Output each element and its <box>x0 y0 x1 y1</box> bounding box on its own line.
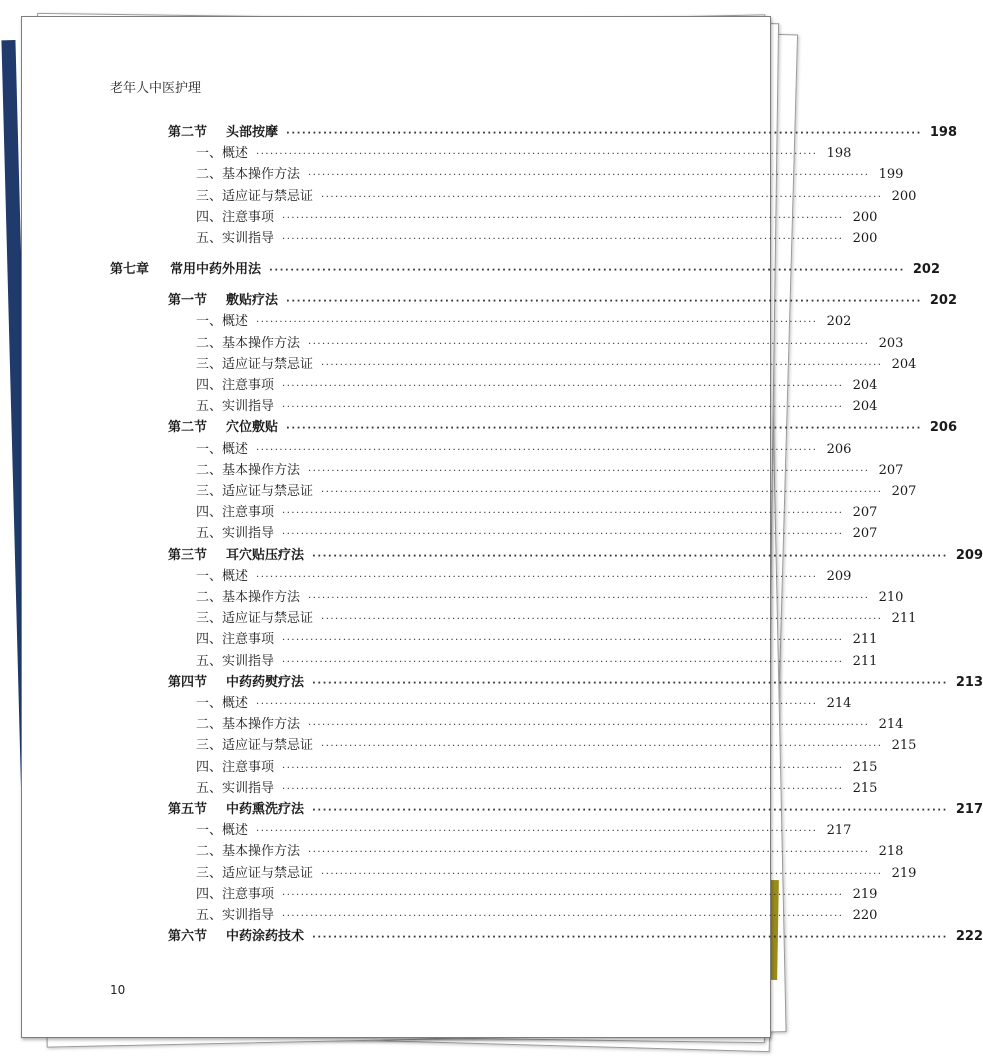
dot-leader: ························································································································ <box>269 265 905 277</box>
toc-entry-page: 206 <box>826 441 852 457</box>
toc-entry-page: 200 <box>852 231 878 246</box>
toc-entry <box>196 717 904 734</box>
dot-leader: ························································································································ <box>282 212 844 224</box>
toc-entry <box>196 759 878 777</box>
toc-entry-title: 二、基本操作方法 <box>196 717 301 733</box>
toc-entry <box>196 780 878 798</box>
toc-entry-page: 207 <box>891 484 917 499</box>
toc-entry <box>196 378 878 395</box>
toc-entry-title: 敷贴疗法 <box>226 293 279 309</box>
toc-entry-page: 207 <box>852 526 878 542</box>
dot-leader: ························································································································ <box>308 847 870 859</box>
toc-entry-title: 三、适应证与禁忌证 <box>196 188 314 204</box>
toc-entry-page: 215 <box>891 738 917 754</box>
dot-leader: ························································································································ <box>312 932 948 944</box>
dot-leader: ························································································································ <box>282 762 844 774</box>
toc-entry-page: 218 <box>878 844 904 860</box>
toc-entry-page: 211 <box>852 632 878 648</box>
toc-entry-title: 四、注意事项 <box>196 209 275 225</box>
dot-leader: ························································································································ <box>282 234 844 245</box>
toc-entry-title: 中药熏洗疗法 <box>226 802 305 817</box>
toc-entry-title: 二、基本操作方法 <box>196 167 301 183</box>
dot-leader: ························································································································ <box>256 571 818 583</box>
toc-entry <box>196 484 917 501</box>
toc-entry-page: 209 <box>955 547 983 563</box>
toc-entry <box>168 547 983 565</box>
dot-leader: ························································································································ <box>312 677 948 689</box>
toc-entry <box>196 526 878 543</box>
toc-entry <box>196 611 917 628</box>
toc-entry-page: 209 <box>826 568 852 584</box>
toc-entry-title: 五、实训指导 <box>196 526 275 542</box>
toc-entry-title: 一、概述 <box>196 146 249 162</box>
toc-entry-page: 217 <box>955 802 983 817</box>
dot-leader: ························································································································ <box>321 868 883 880</box>
toc-entry-title: 二、基本操作方法 <box>196 335 301 351</box>
dot-leader: ························································································································ <box>282 529 844 541</box>
toc-entry-page: 200 <box>852 209 878 225</box>
toc-entry-page: 199 <box>878 167 904 183</box>
toc-entry-title: 四、注意事项 <box>196 378 275 393</box>
page-number: 10 <box>110 983 126 997</box>
toc-entry <box>168 125 958 142</box>
toc-entry <box>168 293 958 310</box>
toc-entry <box>110 262 941 279</box>
dot-leader: ························································································································ <box>282 656 844 668</box>
toc-entry-page: 215 <box>852 780 878 796</box>
dot-leader: ························································································································ <box>308 593 870 604</box>
toc-entry-page: 219 <box>852 886 878 902</box>
toc-entry <box>196 146 852 163</box>
toc-entry <box>196 823 852 840</box>
dot-leader: ························································································································ <box>282 508 844 520</box>
dot-leader: ························································································································ <box>321 741 883 753</box>
toc-entry-number: 第一节 <box>168 293 208 309</box>
toc-entry <box>196 886 878 904</box>
toc-entry-title: 四、注意事项 <box>196 886 275 902</box>
toc-entry-title: 三、适应证与禁忌证 <box>196 484 314 499</box>
toc-entry-page: 204 <box>852 378 878 393</box>
toc-entry-title: 一、概述 <box>196 441 249 457</box>
toc-entry-title: 五、实训指导 <box>196 231 275 246</box>
toc-entry-page: 217 <box>826 823 852 839</box>
toc-entry <box>196 505 878 522</box>
dot-leader: ························································································································ <box>256 149 818 161</box>
dot-leader: ························································································································ <box>312 550 948 562</box>
toc-entry-page: 204 <box>891 356 917 372</box>
toc-entry-title: 四、注意事项 <box>196 505 275 521</box>
dot-leader: ························································································································ <box>256 444 818 456</box>
toc-entry-number: 第二节 <box>168 125 208 140</box>
dot-leader: ························································································································ <box>321 191 883 203</box>
toc-entry <box>196 356 917 374</box>
toc-entry-title: 穴位敷贴 <box>226 420 279 436</box>
toc-entry-number: 第二节 <box>168 420 208 436</box>
toc-entry-page: 222 <box>955 929 983 945</box>
document-page <box>21 16 983 1038</box>
toc-entry-page: 214 <box>878 717 904 733</box>
toc-entry-title: 三、适应证与禁忌证 <box>196 738 314 754</box>
toc-entry <box>196 314 852 331</box>
toc-entry-title: 头部按摩 <box>226 125 279 140</box>
dot-leader: ························································································································ <box>312 805 948 816</box>
toc-entry <box>196 738 917 755</box>
dot-leader: ························································································································ <box>256 826 818 838</box>
toc-entry-title: 二、基本操作方法 <box>196 590 301 605</box>
dot-leader: ························································································································ <box>308 170 870 182</box>
dot-leader: ························································································································ <box>256 699 818 710</box>
toc-entry-title: 中药药熨疗法 <box>226 674 305 690</box>
toc-entry-page: 202 <box>929 293 958 309</box>
toc-entry-number: 第四节 <box>168 674 208 690</box>
toc-entry-number: 第六节 <box>168 929 208 945</box>
toc-entry-page: 198 <box>826 146 852 162</box>
toc-entry-title: 五、实训指导 <box>196 399 275 415</box>
toc-entry-number: 第三节 <box>168 547 208 563</box>
toc-entry-page: 200 <box>891 188 917 204</box>
toc-entry-title: 五、实训指导 <box>196 780 275 796</box>
dot-leader: ························································································································ <box>321 614 883 626</box>
toc-entry <box>196 188 917 206</box>
dot-leader: ························································································································ <box>256 317 818 329</box>
toc-entry <box>196 653 878 671</box>
toc-entry <box>196 865 917 883</box>
toc-entry-page: 220 <box>852 908 878 923</box>
toc-entry-page: 207 <box>852 505 878 521</box>
toc-entry-page: 211 <box>891 611 917 627</box>
toc-entry-number: 第五节 <box>168 802 208 817</box>
toc-entry-page: 219 <box>891 865 917 881</box>
toc-entry <box>196 231 878 248</box>
toc-entry-title: 四、注意事项 <box>196 759 275 775</box>
toc-entry-title: 三、适应证与禁忌证 <box>196 356 314 372</box>
toc-entry-title: 四、注意事项 <box>196 632 275 648</box>
dot-leader: ························································································································ <box>282 889 844 901</box>
dot-leader: ························································································································ <box>282 911 844 922</box>
toc-entry <box>196 441 852 459</box>
toc-entry-page: 215 <box>852 759 878 775</box>
dot-leader: ························································································································ <box>282 783 844 795</box>
toc-entry <box>196 568 852 586</box>
toc-entry-page: 213 <box>955 674 983 690</box>
toc-entry <box>196 696 852 713</box>
toc-entry-title: 三、适应证与禁忌证 <box>196 611 314 627</box>
dot-leader: ························································································································ <box>286 128 922 139</box>
toc-entry-title: 二、基本操作方法 <box>196 462 301 478</box>
toc-entry-page: 210 <box>878 590 904 605</box>
toc-entry-page: 214 <box>826 696 852 711</box>
running-header: 老年人中医护理 <box>110 81 202 96</box>
toc-entry-title: 二、基本操作方法 <box>196 844 301 860</box>
toc-entry-title: 一、概述 <box>196 568 249 584</box>
toc-entry-page: 206 <box>929 420 958 436</box>
toc-entry <box>196 335 904 353</box>
toc-entry-title: 五、实训指导 <box>196 653 275 669</box>
toc-entry-title: 一、概述 <box>196 823 249 839</box>
toc-entry <box>168 420 958 437</box>
toc-entry-page: 198 <box>929 125 958 140</box>
toc-entry-page: 202 <box>912 262 941 278</box>
toc-entry <box>196 399 878 416</box>
toc-entry-title: 一、概述 <box>196 314 249 330</box>
toc-entry-title: 三、适应证与禁忌证 <box>196 865 314 881</box>
toc-entry-number: 第七章 <box>110 262 150 278</box>
toc-entry-title: 一、概述 <box>196 696 249 711</box>
toc-entry <box>168 929 983 946</box>
toc-entry <box>168 802 983 819</box>
dot-leader: ························································································································ <box>286 296 922 308</box>
dot-leader: ························································································································ <box>282 402 844 414</box>
toc-entry-title: 五、实训指导 <box>196 908 275 923</box>
toc-entry-title: 耳穴贴压疗法 <box>226 547 305 563</box>
dot-leader: ························································································································ <box>282 381 844 392</box>
toc-entry-title: 中药涂药技术 <box>226 929 305 945</box>
toc-entry <box>196 590 904 607</box>
dot-leader: ························································································································ <box>282 635 844 647</box>
dot-leader: ························································································································ <box>286 423 922 435</box>
toc-entry <box>196 632 878 649</box>
toc-entry-page: 204 <box>852 399 878 415</box>
toc-entry <box>196 844 904 861</box>
toc-entry-page: 202 <box>826 314 852 330</box>
toc-entry <box>168 674 983 692</box>
toc-entry-title: 常用中药外用法 <box>170 262 262 278</box>
dot-leader: ························································································································ <box>321 359 883 371</box>
toc-entry <box>196 209 878 227</box>
dot-leader: ························································································································ <box>308 465 870 477</box>
toc-entry-page: 207 <box>878 462 904 478</box>
toc-entry <box>196 908 878 925</box>
toc-entry-page: 211 <box>852 653 878 669</box>
toc-entry <box>196 462 904 480</box>
toc-entry <box>196 167 904 184</box>
dot-leader: ························································································································ <box>321 487 883 498</box>
dot-leader: ························································································································ <box>308 720 870 732</box>
dot-leader: ························································································································ <box>308 338 870 350</box>
toc-entry-page: 203 <box>878 335 904 351</box>
